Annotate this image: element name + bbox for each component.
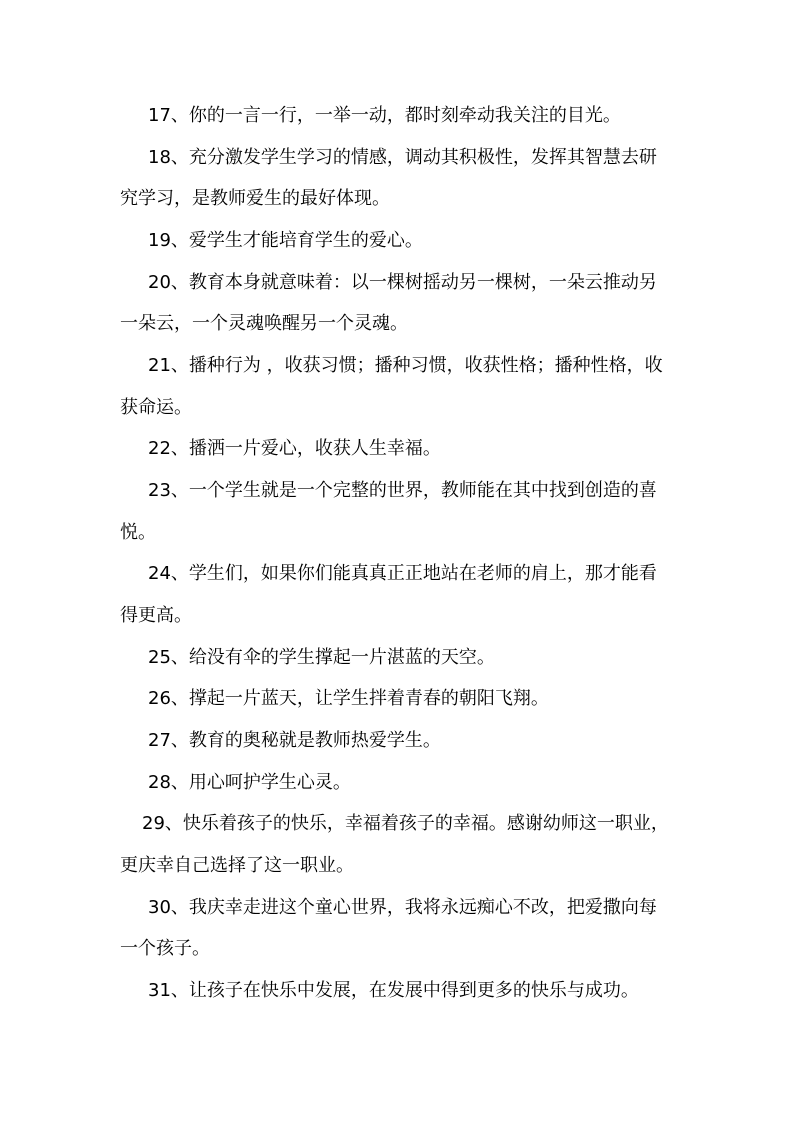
quote-22: 22、播洒一片爱心，收获人生幸福。	[148, 438, 441, 459]
quote-20-continued: 一朵云，一个灵魂唤醒另一个灵魂。	[120, 313, 408, 334]
quote-31: 31、让孩子在快乐中发展，在发展中得到更多的快乐与成功。	[148, 980, 639, 1001]
quote-20: 20、教育本身就意味着：以一棵树摇动另一棵树，一朵云推动另	[148, 272, 657, 293]
quote-17: 17、你的一言一行，一举一动，都时刻牵动我关注的目光。	[148, 105, 621, 126]
quote-24-continued: 得更高。	[120, 605, 192, 626]
quote-18-continued: 究学习，是教师爱生的最好体现。	[120, 188, 390, 209]
quote-18: 18、充分激发学生学习的情感，调动其积极性，发挥其智慧去研	[148, 147, 657, 168]
quote-30-continued: 一个孩子。	[120, 938, 210, 959]
quote-27: 27、教育的奥秘就是教师热爱学生。	[148, 730, 441, 751]
quote-30: 30、我庆幸走进这个童心世界，我将永远痴心不改，把爱撒向每	[148, 897, 657, 918]
quote-23: 23、一个学生就是一个完整的世界，教师能在其中找到创造的喜	[148, 480, 657, 501]
quote-19: 19、爱学生才能培育学生的爱心。	[148, 230, 423, 251]
quote-24: 24、学生们，如果你们能真真正正地站在老师的肩上，那才能看	[148, 563, 657, 584]
quote-28: 28、用心呵护学生心灵。	[148, 772, 351, 793]
quote-26: 26、撑起一片蓝天，让学生拌着青春的朝阳飞翔。	[148, 688, 549, 709]
quote-25: 25、给没有伞的学生撑起一片湛蓝的天空。	[148, 647, 495, 668]
quote-21: 21、播种行为 ，收获习惯；播种习惯，收获性格；播种性格，收	[148, 355, 663, 376]
quote-29-continued: 更庆幸自己选择了这一职业。	[120, 855, 354, 876]
quote-29: 29、快乐着孩子的快乐，幸福着孩子的幸福。感谢幼师这一职业，	[142, 813, 669, 834]
quote-23-continued: 悦。	[120, 522, 156, 543]
quote-21-continued: 获命运。	[120, 397, 192, 418]
